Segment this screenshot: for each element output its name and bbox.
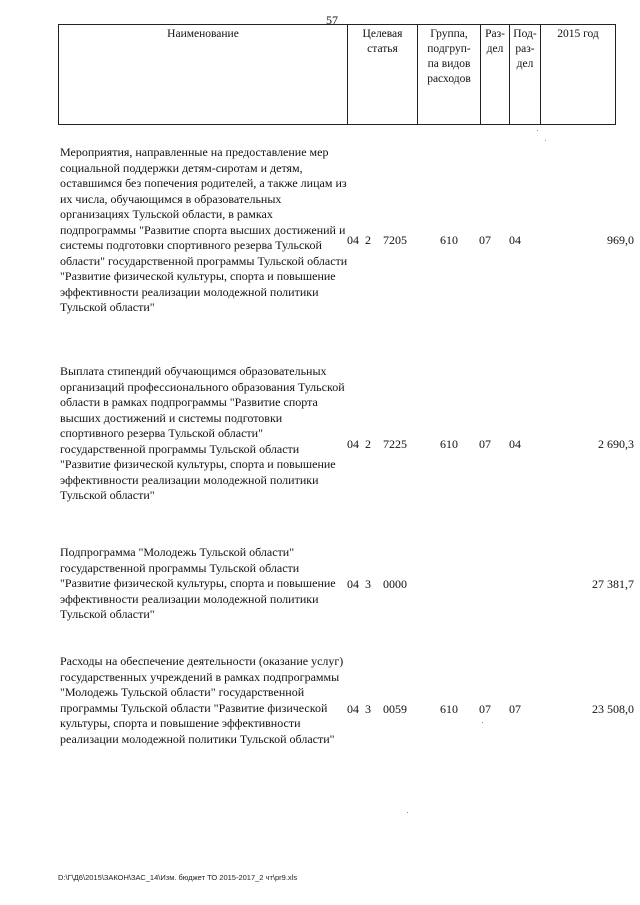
row-subsection: 04 [509, 233, 521, 247]
row-code-item: 7205 [383, 233, 407, 247]
row-code-subprogram: 3 [365, 577, 371, 591]
row-amount: 2 690,3 [598, 437, 634, 451]
row-group: 610 [440, 437, 458, 451]
scan-speck [407, 812, 408, 813]
row-subsection: 04 [509, 437, 521, 451]
footer-file-path: D:\Г\Д6\2015\ЗАКОН\ЗАС_14\Изм. бюджет ТО 2015-2017_2 чт\pr9.xls [58, 873, 298, 882]
table-header [58, 24, 616, 125]
header-section: Раз- дел [481, 25, 510, 125]
row-code-item: 0059 [383, 702, 407, 716]
row-section: 07 [479, 702, 491, 716]
row-amount: 23 508,0 [592, 702, 634, 716]
row-group: 610 [440, 233, 458, 247]
row-code-subprogram: 3 [365, 702, 371, 716]
header-subsection: Под- раз- дел [510, 25, 541, 125]
row-code-program: 04 [347, 577, 359, 591]
row-code-subprogram: 2 [365, 437, 371, 451]
header-target-article: Целевая статья [348, 25, 418, 125]
row-code-program: 04 [347, 437, 359, 451]
scan-speck [545, 140, 546, 141]
page-number: 57 [326, 13, 338, 27]
row-amount: 969,0 [607, 233, 634, 247]
row-name: Расходы на обеспечение деятельности (оказание услуг) государственных учреждений в рамках подпрограммы "Молодежь Тульской области" государственной программы Тульской области "Развитие физической культуры, спорта и повышение эффективности реализации молодежной политики Тульской области" [60, 654, 344, 746]
row-code-subprogram: 2 [365, 233, 371, 247]
row-section: 07 [479, 437, 491, 451]
row-name: Мероприятия, направленные на предоставление мер социальной поддержки детям-сиротам и детям, оставшимся без попечения родителей, а также лицам из их числа, обучающимся в образовательных организациях Тульской области, в рамках подпрограммы "Развитие спорта высших достижений и системы подготовки спортивного резерва Тульской области" государственной программы Тульской области "Развитие физической культуры, спорта и повышение эффективности реализации молодежной политики Тульской области" [60, 145, 348, 314]
header-expense-group: Группа, подгруп- па видов расходов [418, 25, 481, 125]
row-subsection: 07 [509, 702, 521, 716]
row-code-item: 0000 [383, 577, 407, 591]
row-group: 610 [440, 702, 458, 716]
header-name: Наименование [59, 25, 348, 125]
header-year: 2015 год [541, 25, 616, 125]
row-name: Подпрограмма "Молодежь Тульской области" государственной программы Тульской области "Развитие физической культуры, спорта и повышение эффективности реализации молодежной политики Тульской области" [60, 545, 336, 621]
row-code-item: 7225 [383, 437, 407, 451]
row-name: Выплата стипендий обучающимся образовательных организаций профессионального образования Тульской области в рамках подпрограммы "Развитие спорта высших достижений и системы подготовки спортивного резерва Тульской области" государственной программы Тульской области "Развитие физической культуры, спорта и повышение эффективности реализации молодежной политики Тульской области" [60, 364, 345, 502]
row-amount: 27 381,7 [592, 577, 634, 591]
scan-speck [537, 130, 538, 131]
row-code-program: 04 [347, 702, 359, 716]
row-code-program: 04 [347, 233, 359, 247]
scan-speck [482, 722, 483, 723]
row-section: 07 [479, 233, 491, 247]
